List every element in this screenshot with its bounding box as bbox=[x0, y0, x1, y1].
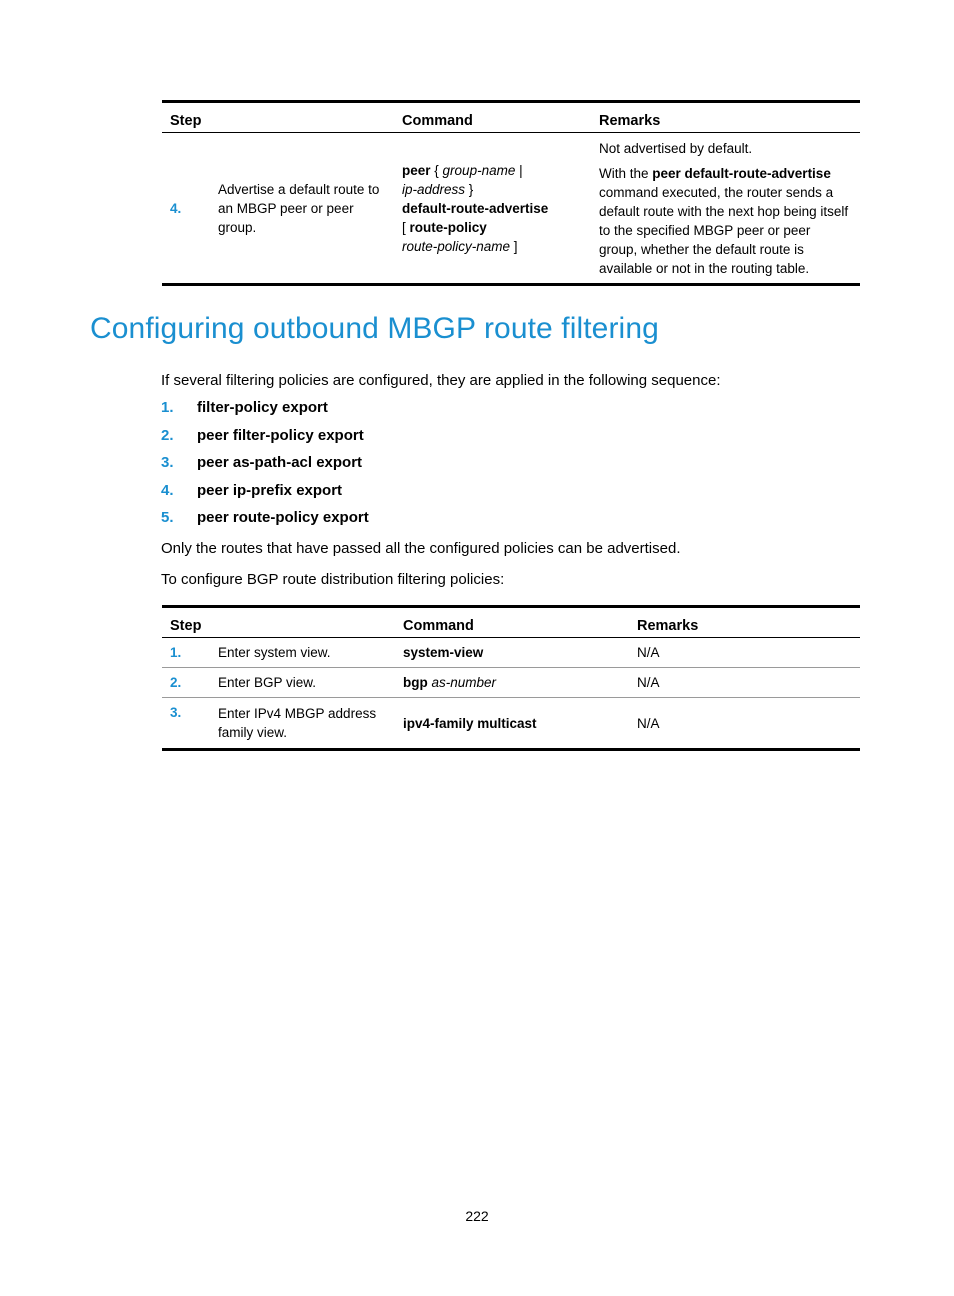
remark-text: command executed, the router sends a default route with the next hop being itself to the specified MBGP peer or peer group, whether the default route is available or not in the routing table. bbox=[599, 184, 849, 276]
cmd-symbol: ] bbox=[510, 238, 518, 254]
default-route-table bbox=[162, 100, 860, 286]
cmd-keyword: ipv4-family multicast bbox=[403, 715, 537, 731]
cmd-symbol: | bbox=[515, 162, 523, 178]
list-text: peer ip-prefix export bbox=[197, 481, 343, 499]
table-header-row bbox=[162, 607, 860, 638]
list-number: 4. bbox=[161, 481, 174, 499]
cmd-arg: ip-address bbox=[402, 181, 466, 197]
list-item bbox=[161, 507, 369, 535]
step-description: Enter IPv4 MBGP address family view. bbox=[202, 698, 395, 750]
step-number: 2. bbox=[162, 668, 202, 698]
header-step: Step bbox=[162, 102, 394, 133]
step-number: 1. bbox=[170, 645, 182, 660]
step-description: Enter system view. bbox=[218, 645, 331, 660]
list-text: peer as-path-acl export bbox=[197, 454, 363, 472]
header-remarks: Remarks bbox=[629, 607, 860, 638]
table-row bbox=[162, 698, 860, 750]
table-row bbox=[162, 668, 860, 698]
list-item bbox=[161, 397, 369, 425]
cmd-symbol: } bbox=[465, 181, 474, 197]
header-command: Command bbox=[395, 607, 629, 638]
step-command bbox=[395, 638, 629, 668]
step-remarks: N/A bbox=[629, 698, 860, 750]
header-command: Command bbox=[394, 102, 591, 133]
header-remarks: Remarks bbox=[591, 102, 860, 133]
table-row bbox=[162, 133, 860, 285]
remark-command: peer default-route-advertise bbox=[652, 165, 831, 181]
cmd-symbol: [ bbox=[402, 219, 410, 235]
config-intro-paragraph: To configure BGP route distribution filtering policies: bbox=[161, 571, 505, 588]
cmd-arg: route-policy-name bbox=[402, 238, 511, 254]
step-command bbox=[394, 133, 591, 285]
step-command bbox=[395, 698, 629, 750]
policy-sequence-list bbox=[161, 397, 369, 535]
list-item bbox=[161, 480, 369, 508]
table-header-row bbox=[162, 102, 860, 133]
list-number: 2. bbox=[161, 426, 174, 444]
step-remarks bbox=[591, 133, 860, 285]
step-number: 4. bbox=[170, 200, 182, 216]
page-number: 222 bbox=[465, 1208, 489, 1224]
filtering-config-table bbox=[162, 605, 860, 751]
cmd-arg: group-name bbox=[442, 162, 516, 178]
list-text: peer route-policy export bbox=[197, 509, 369, 527]
remark-text: With the bbox=[599, 165, 653, 181]
table-row bbox=[162, 638, 860, 668]
cmd-keyword: route-policy bbox=[409, 219, 487, 235]
intro-paragraph: If several filtering policies are configured, they are applied in the following sequence: bbox=[161, 372, 721, 389]
section-title: Configuring outbound MBGP route filtering bbox=[90, 312, 659, 345]
header-step: Step bbox=[162, 607, 395, 638]
remark-default: Not advertised by default. bbox=[599, 140, 753, 156]
cmd-keyword: default-route-advertise bbox=[402, 200, 549, 216]
list-item bbox=[161, 425, 369, 453]
cmd-arg: as-number bbox=[431, 675, 497, 690]
list-text: filter-policy export bbox=[197, 399, 328, 416]
cmd-symbol: { bbox=[430, 162, 443, 178]
remark-detail bbox=[599, 164, 852, 278]
step-description: Advertise a default route to an MBGP peer or peer group. bbox=[218, 181, 380, 235]
list-number: 5. bbox=[161, 509, 174, 527]
after-list-paragraph: Only the routes that have passed all the configured policies can be advertised. bbox=[161, 540, 681, 557]
step-remarks: N/A bbox=[637, 645, 660, 660]
list-number: 3. bbox=[161, 454, 174, 472]
list-item bbox=[161, 452, 369, 480]
cmd-keyword: system-view bbox=[403, 645, 484, 660]
step-description: Enter BGP view. bbox=[202, 668, 395, 698]
list-text: peer filter-policy export bbox=[197, 426, 364, 444]
step-number: 3. bbox=[162, 698, 202, 750]
cmd-keyword: peer bbox=[402, 162, 431, 178]
cmd-keyword: bgp bbox=[403, 675, 428, 690]
list-number: 1. bbox=[161, 399, 174, 416]
step-command bbox=[395, 668, 629, 698]
step-remarks: N/A bbox=[629, 668, 860, 698]
